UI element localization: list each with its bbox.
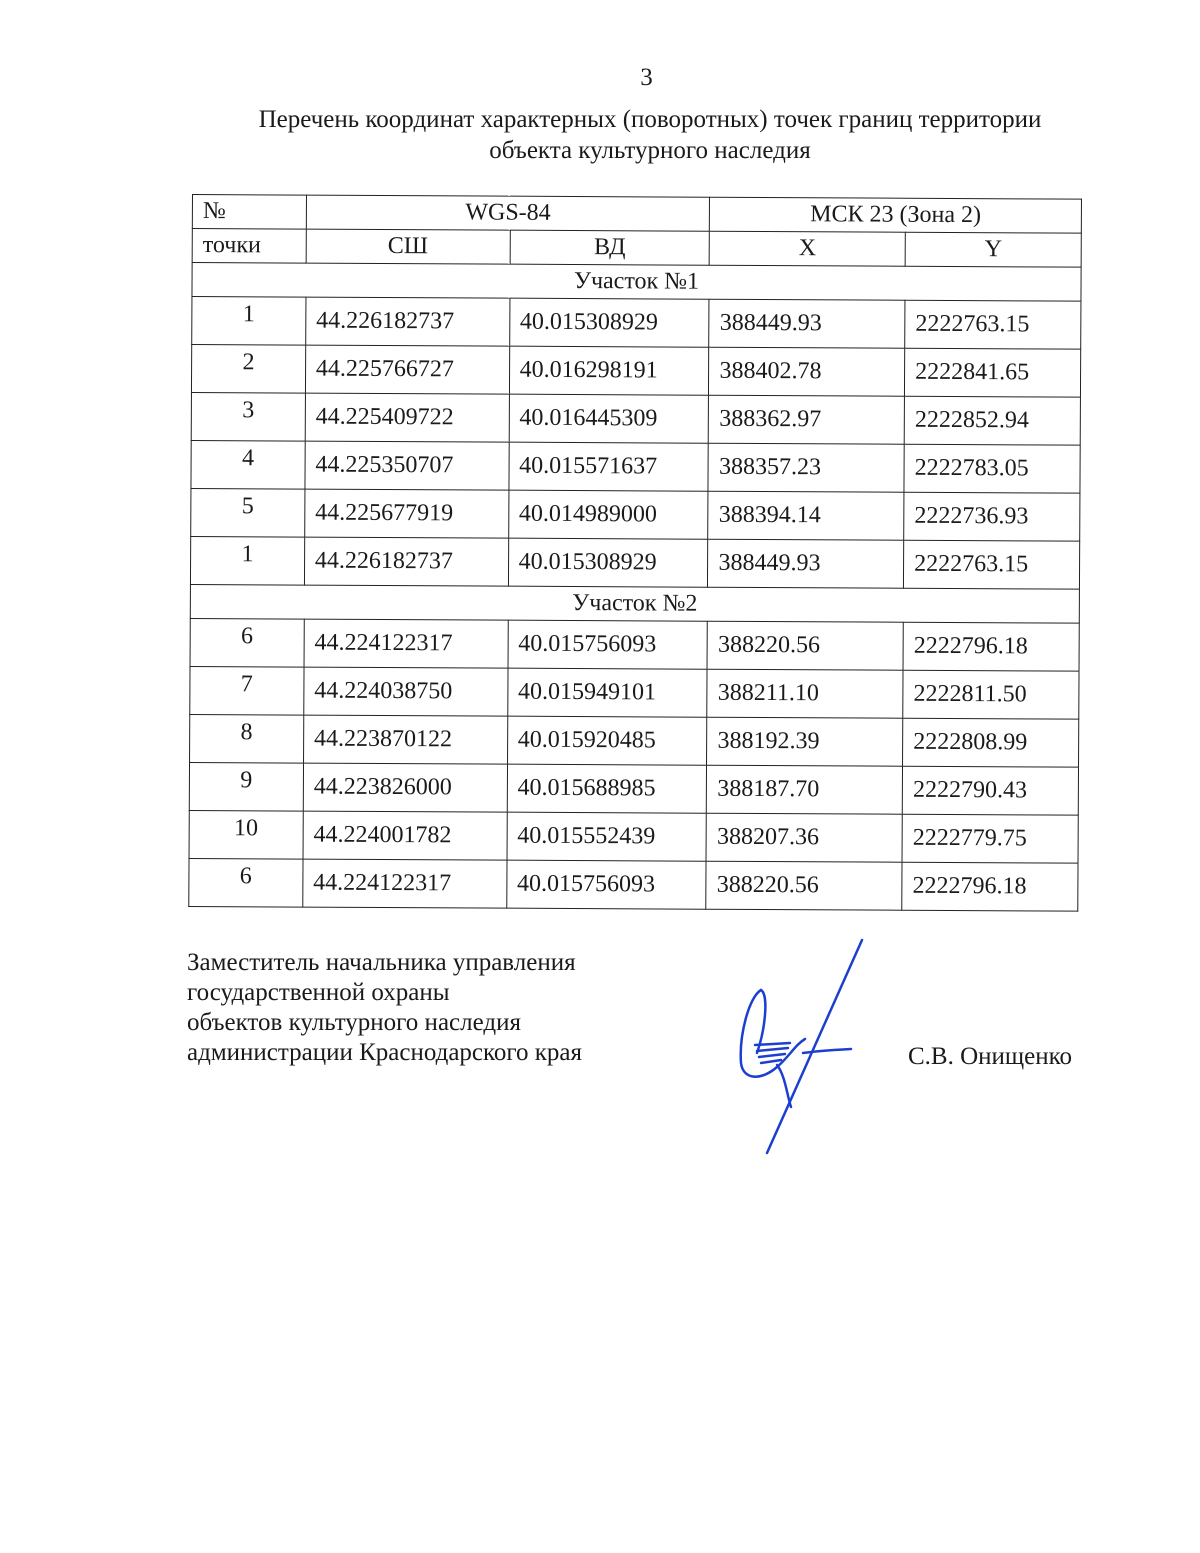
cell-y: 2222841.65 [905,348,1081,397]
cell-lon: 40.016445309 [509,394,709,443]
cell-point-no: 7 [190,666,304,715]
cell-point-no: 9 [189,762,303,811]
cell-y: 2222808.99 [903,718,1079,767]
header-point-no: № [192,195,306,230]
header-point-label: точки [192,229,306,264]
cell-x: 388207.36 [706,813,902,862]
position-line: администрации Краснодарского края [187,1039,583,1066]
cell-lon: 40.015552439 [507,812,707,861]
cell-lat: 44.224122317 [303,859,507,908]
cell-x: 388449.93 [709,299,905,348]
table-row [189,762,1078,815]
cell-y: 2222763.15 [905,300,1081,349]
section-title: Участок №1 [192,263,1081,302]
table-row [191,345,1080,398]
header-msk23: МСК 23 (Зона 2) [710,197,1082,233]
cell-x: 388211.10 [707,669,903,718]
section-row [190,584,1079,623]
cell-lat: 44.225409722 [305,393,509,442]
cell-lon: 40.014989000 [508,490,708,539]
signer-name: С.В. Онищенко [908,1043,1073,1070]
cell-point-no: 1 [192,297,306,346]
cell-lat: 44.226182737 [304,537,508,586]
cell-x: 388192.39 [707,717,903,766]
cell-y: 2222796.18 [902,862,1078,911]
cell-x: 388362.97 [709,395,905,444]
table-row [191,488,1080,541]
cell-point-no: 3 [191,392,305,441]
cell-lon: 40.016298191 [509,346,709,395]
position-line: Заместитель начальника управления [187,949,576,976]
cell-lat: 44.224122317 [304,619,508,668]
cell-x: 388187.70 [707,765,903,814]
table-row [189,810,1078,863]
cell-lon: 40.015949101 [507,668,707,717]
table-row [191,392,1080,445]
cell-lon: 40.015756093 [506,860,706,909]
cell-x: 388402.78 [709,347,905,396]
cell-x: 388449.93 [708,539,904,588]
document-title [210,104,1090,166]
cell-lat: 44.223826000 [303,763,507,812]
table-row [192,297,1081,350]
cell-y: 2222790.43 [902,766,1078,815]
cell-lon: 40.015308929 [509,298,709,347]
cell-y: 2222736.93 [904,492,1080,541]
cell-point-no: 6 [190,618,304,667]
cell-lat: 44.225677919 [305,489,509,538]
header-y: Y [905,232,1081,267]
cell-lon: 40.015756093 [508,620,708,669]
section-title: Участок №2 [190,584,1079,623]
title-line: объекта культурного наследия [489,137,811,164]
cell-point-no: 6 [189,858,303,907]
cell-y: 2222763.15 [904,540,1080,589]
table-row [190,536,1079,589]
cell-point-no: 5 [191,488,305,537]
section-row [192,263,1081,302]
table-row [190,618,1079,671]
cell-point-no: 1 [190,536,304,585]
cell-lon: 40.015688985 [507,764,707,813]
position-line: объектов культурного наследия [187,1009,521,1036]
cell-x: 388220.56 [707,621,903,670]
table-row [191,440,1080,493]
header-lon: ВД [510,230,710,265]
title-line: Перечень координат характерных (поворотных) точек границ территории [258,106,1042,133]
cell-y: 2222783.05 [904,444,1080,493]
cell-x: 388394.14 [708,491,904,540]
cell-point-no: 2 [191,345,305,394]
cell-point-no: 4 [191,440,305,489]
cell-lat: 44.224038750 [304,667,508,716]
cell-lat: 44.225766727 [305,345,509,394]
table-header-row [192,229,1081,268]
cell-lat: 44.226182737 [306,297,510,346]
table-header-row [192,195,1081,234]
cell-x: 388220.56 [706,861,902,910]
cell-lat: 44.224001782 [303,811,507,860]
handwritten-signature [725,935,875,1160]
cell-lat: 44.223870122 [303,715,507,764]
position-line: государственной охраны [187,979,450,1006]
cell-lat: 44.225350707 [305,441,509,490]
table-row [189,858,1078,911]
cell-point-no: 8 [190,714,304,763]
cell-y: 2222796.18 [903,622,1079,671]
cell-point-no: 10 [189,810,303,859]
cell-lon: 40.015571637 [509,442,709,491]
cell-y: 2222852.94 [904,396,1080,445]
cell-x: 388357.23 [708,443,904,492]
cell-y: 2222811.50 [903,670,1079,719]
header-x: X [710,231,906,266]
table-row [190,666,1079,719]
page-number: 3 [640,64,653,91]
cell-lon: 40.015920485 [507,716,707,765]
signatory-position [187,948,582,1068]
header-wgs84: WGS-84 [306,195,710,231]
cell-y: 2222779.75 [902,814,1078,863]
coordinates-table [188,194,1082,912]
header-lat: СШ [306,229,510,264]
cell-lon: 40.015308929 [508,538,708,587]
table-row [190,714,1079,767]
